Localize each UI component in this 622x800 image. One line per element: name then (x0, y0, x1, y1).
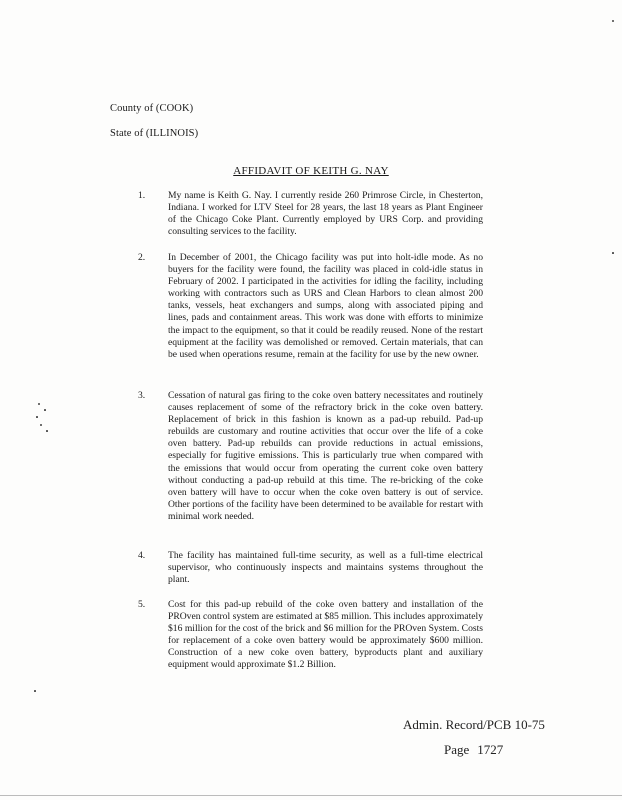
page-stamp-number: 1727 (477, 742, 504, 757)
paragraph-text: The facility has maintained full-time security, as well as a full-time electrical supervisor, who continuously inspects and maintains systems throughout the plant. (168, 550, 483, 586)
scan-speck (46, 430, 48, 432)
paragraph-number: 1. (138, 190, 146, 201)
paragraph-text: Cost for this pad-up rebuild of the coke oven battery and installation of the PROven control system are estimated at $85 million. This includes approximately $16 million for the cost of the brick and $6 million for the PROven System. Costs for replacement of a coke oven battery would be approximately $600 million. Construction of a new coke oven battery, byproducts plant and auxiliary equipment would approximate $1.2 Billion. (168, 599, 483, 671)
affidavit-title: AFFIDAVIT OF KEITH G. NAY (233, 165, 389, 177)
scan-speck (38, 403, 40, 405)
scan-speck (34, 690, 36, 692)
paragraph-2 (138, 252, 483, 361)
paragraph-number: 5. (138, 599, 146, 610)
scan-speck (44, 409, 46, 411)
paragraph-3 (138, 390, 483, 523)
scan-edge (0, 795, 622, 796)
paragraph-number: 2. (138, 252, 146, 263)
paragraph-text: In December of 2001, the Chicago facility was put into holt-idle mode. As no buyers for the facility were found, the facility was placed in cold-idle status in February of 2002. I participated in the activities for idling the facility, including working with contractors such as URS and Clean Harbors to clean almost 200 tanks, vessels, heat exchangers and sumps, along with associated piping and lines, pads and containment areas. This work was done with efforts to minimize the impact to the equipment, so that it could be readily reused. None of the restart equipment at the facility was demolished or removed. Certain materials, that can be used when operations resume, remain at the facility for use by the new owner. (168, 252, 483, 360)
paragraph-1 (138, 190, 483, 238)
scan-speck (40, 424, 42, 426)
scan-speck (36, 416, 38, 418)
paragraph-number: 3. (138, 390, 146, 401)
paragraph-4 (138, 550, 483, 586)
scan-speck (612, 20, 614, 22)
paragraph-5 (138, 599, 483, 672)
state-line: State of (ILLINOIS) (110, 128, 199, 139)
page-stamp-label: Page (444, 742, 470, 757)
admin-record-stamp: Admin. Record/PCB 10-75 (403, 717, 545, 732)
paragraph-number: 4. (138, 550, 146, 561)
page-stamp (444, 742, 503, 758)
paragraph-text: Cessation of natural gas firing to the coke oven battery necessitates and routinely causes replacement of some of the refractory brick in the coke oven battery. Replacement of brick in this fashion is known as a pad-up rebuild. Pad-up rebuilds are customary and routine activities that occur over the life of a coke oven battery. Pad-up rebuilds can provide reductions in actual emissions, especially for fugitive emissions. This is particularly true when compared with the emissions that would occur from operating the current coke oven battery without conducting a pad-up rebuild at this time. The re-bricking of the coke oven battery will have to occur when the coke oven battery is out of service. Other portions of the facility have been determined to be available for restart with minimal work needed. (168, 390, 483, 522)
scan-speck (612, 252, 614, 254)
county-line: County of (COOK) (110, 103, 194, 114)
paragraph-text: My name is Keith G. Nay. I currently reside 260 Primrose Circle, in Chesterton, Indiana. I worked for LTV Steel for 28 years, the last 18 years as Plant Engineer of the Chicago Coke Plant. Currently employed by URS Corp. and providing consulting services to the facility. (168, 190, 483, 238)
